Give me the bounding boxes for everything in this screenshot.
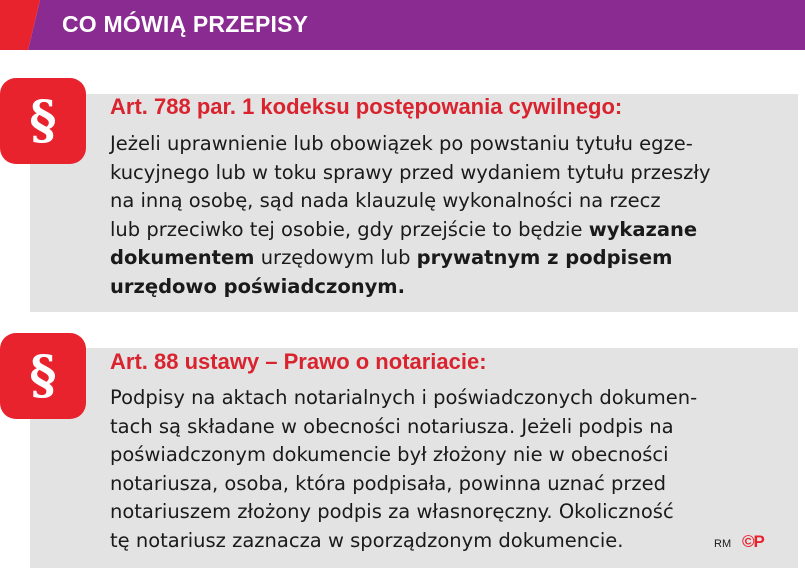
bold-text: dokumentem xyxy=(110,246,255,269)
text: lub przeciwko tej osobie, gdy przejście to będzie xyxy=(110,217,589,241)
text: Jeżeli uprawnienie lub obowiązek po powstaniu tytułu egze- xyxy=(110,132,693,155)
section-icon-glyph: § xyxy=(29,90,57,151)
author-credit: RM xyxy=(714,538,732,550)
section-1-line-3 xyxy=(110,187,780,216)
section-2-body xyxy=(110,384,780,555)
section-1-line-6 xyxy=(110,273,780,302)
section-1-line-1 xyxy=(110,130,780,159)
section-2-title: Art. 88 ustawy – Prawo o notariacie: xyxy=(110,349,487,374)
text: urzędowym lub xyxy=(254,246,417,269)
section-2-line-1: Podpisy na aktach notarialnych i poświadczonych dokumen- xyxy=(110,386,698,409)
bold-text: urzędowo poświadczonym. xyxy=(110,274,406,298)
section-1-title: Art. 788 par. 1 kodeksu postępowania cywilnego: xyxy=(110,94,623,119)
section-1-body xyxy=(110,130,780,301)
section-2-line-2: tach są składane w obecności notariusza. Jeżeli podpis na xyxy=(110,414,674,438)
section-2-line-3: poświadczonym dokumencie był złożony nie w obecności xyxy=(110,443,669,466)
publisher-logo: ©P xyxy=(742,532,764,551)
section-1-line-4 xyxy=(110,216,780,245)
section-2-line-4: notariusza, osoba, która podpisała, powinna uznać przed xyxy=(110,471,667,495)
bold-text: prywatnym z podpisem xyxy=(416,246,673,269)
text: na inną osobę, sąd nada klauzulę wykonalności na rzecz xyxy=(110,189,661,212)
header-banner xyxy=(0,0,805,50)
section-1-line-2 xyxy=(110,159,780,188)
section-1-line-5 xyxy=(110,244,780,273)
text: kucyjnego lub w toku sprawy przed wydaniem tytułu przeszły xyxy=(110,160,711,184)
header-title: CO MÓWIĄ PRZEPISY xyxy=(62,11,309,37)
bold-text: wykazane xyxy=(588,217,698,241)
section-1-paragraph-icon xyxy=(0,78,86,164)
section-icon-glyph: § xyxy=(29,345,57,406)
section-2-paragraph-icon xyxy=(0,333,86,419)
section-2-line-5: notariuszem złożony podpis za własnoręczny. Okoliczność xyxy=(110,500,674,523)
section-2-line-6: tę notariusz zaznacza w sporządzonym dokumencie. xyxy=(110,528,624,552)
